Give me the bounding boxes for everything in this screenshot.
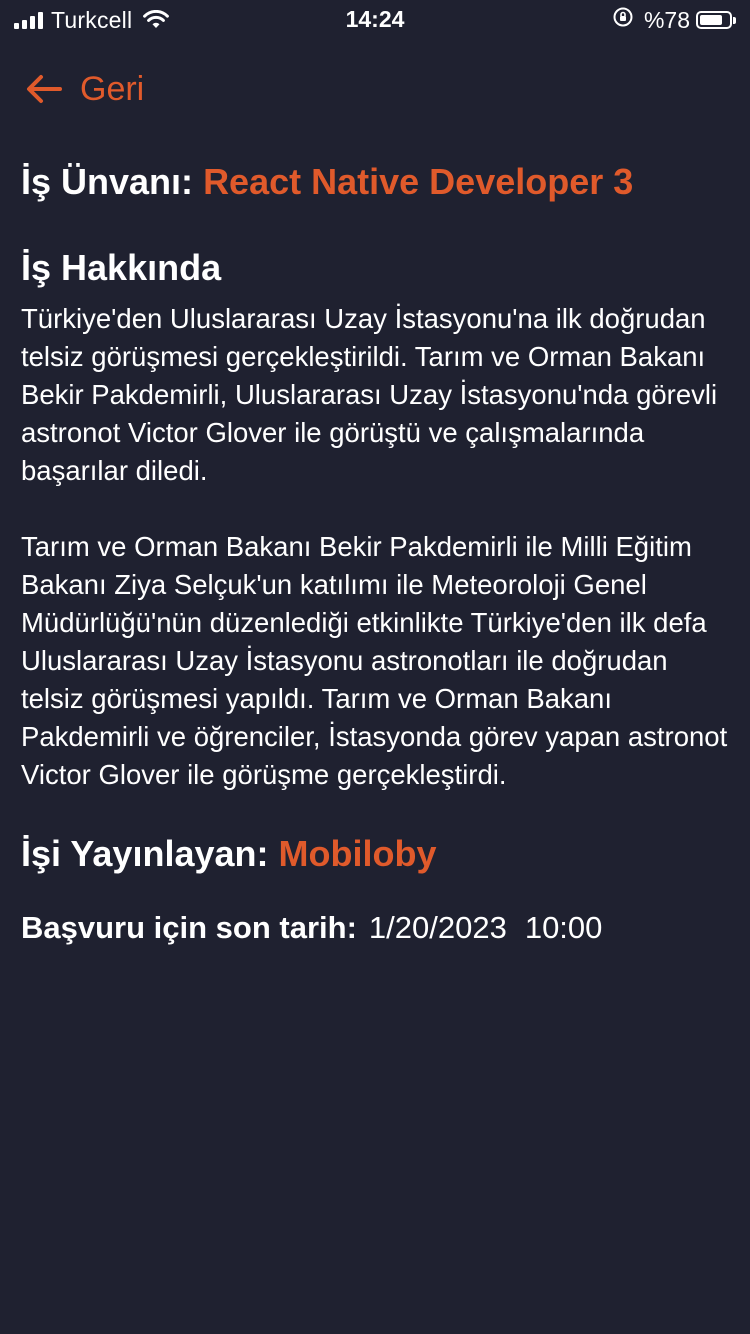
status-bar [0, 0, 750, 40]
about-heading: İş Hakkında [21, 247, 222, 288]
battery-cap [733, 17, 736, 24]
arrow-left-icon [24, 73, 64, 105]
deadline-date: 1/20/2023 [368, 910, 507, 945]
status-right [612, 6, 736, 34]
back-label: Geri [80, 70, 145, 108]
deadline-label: Başvuru için son tarih: [21, 910, 357, 945]
publisher-row [21, 828, 736, 880]
publisher-label: İşi Yayınlayan: [21, 833, 269, 874]
job-content [21, 156, 736, 946]
publisher-value: Mobiloby [278, 833, 437, 874]
back-button[interactable] [24, 66, 144, 112]
status-time: 14:24 [345, 6, 405, 32]
job-title-label: İş Ünvanı: [21, 161, 194, 202]
about-paragraph-1: Türkiye'den Uluslararası Uzay İstasyonu'na ilk doğrudan telsiz görüşmesi gerçekleştirildi. Tarım ve Orman Bakanı Bekir Pakdemirli, Uluslararası Uzay İstasyonu'nda görevli astronot Victor Glover ile görüştü ve çalışmalarında başarılar diledi. [21, 303, 718, 486]
deadline-row [21, 910, 736, 946]
job-title-row [21, 156, 736, 208]
battery-fill [700, 15, 722, 25]
about-paragraph-2: Tarım ve Orman Bakanı Bekir Pakdemirli ile Milli Eğitim Bakanı Ziya Selçuk'un katılımı ile Meteoroloji Genel Müdürlüğü'nün düzenlediği etkinlikte Türkiye'den ilk defa Uluslararası Uzay İstasyonu astronotları ile doğrudan telsiz görüşmesi yapıldı. Tarım ve Orman Bakanı Pakdemirli ve öğrenciler, İstasyonda görev yapan astronot Victor Glover ile görüşme gerçekleştirdi. [21, 531, 728, 790]
carrier-name: Turkcell [51, 6, 133, 33]
battery-icon [696, 11, 732, 29]
job-title-value: React Native Developer 3 [203, 161, 634, 202]
battery-percent: %78 [643, 6, 690, 33]
rotation-lock-icon [612, 6, 634, 34]
deadline-time: 10:00 [524, 910, 603, 945]
